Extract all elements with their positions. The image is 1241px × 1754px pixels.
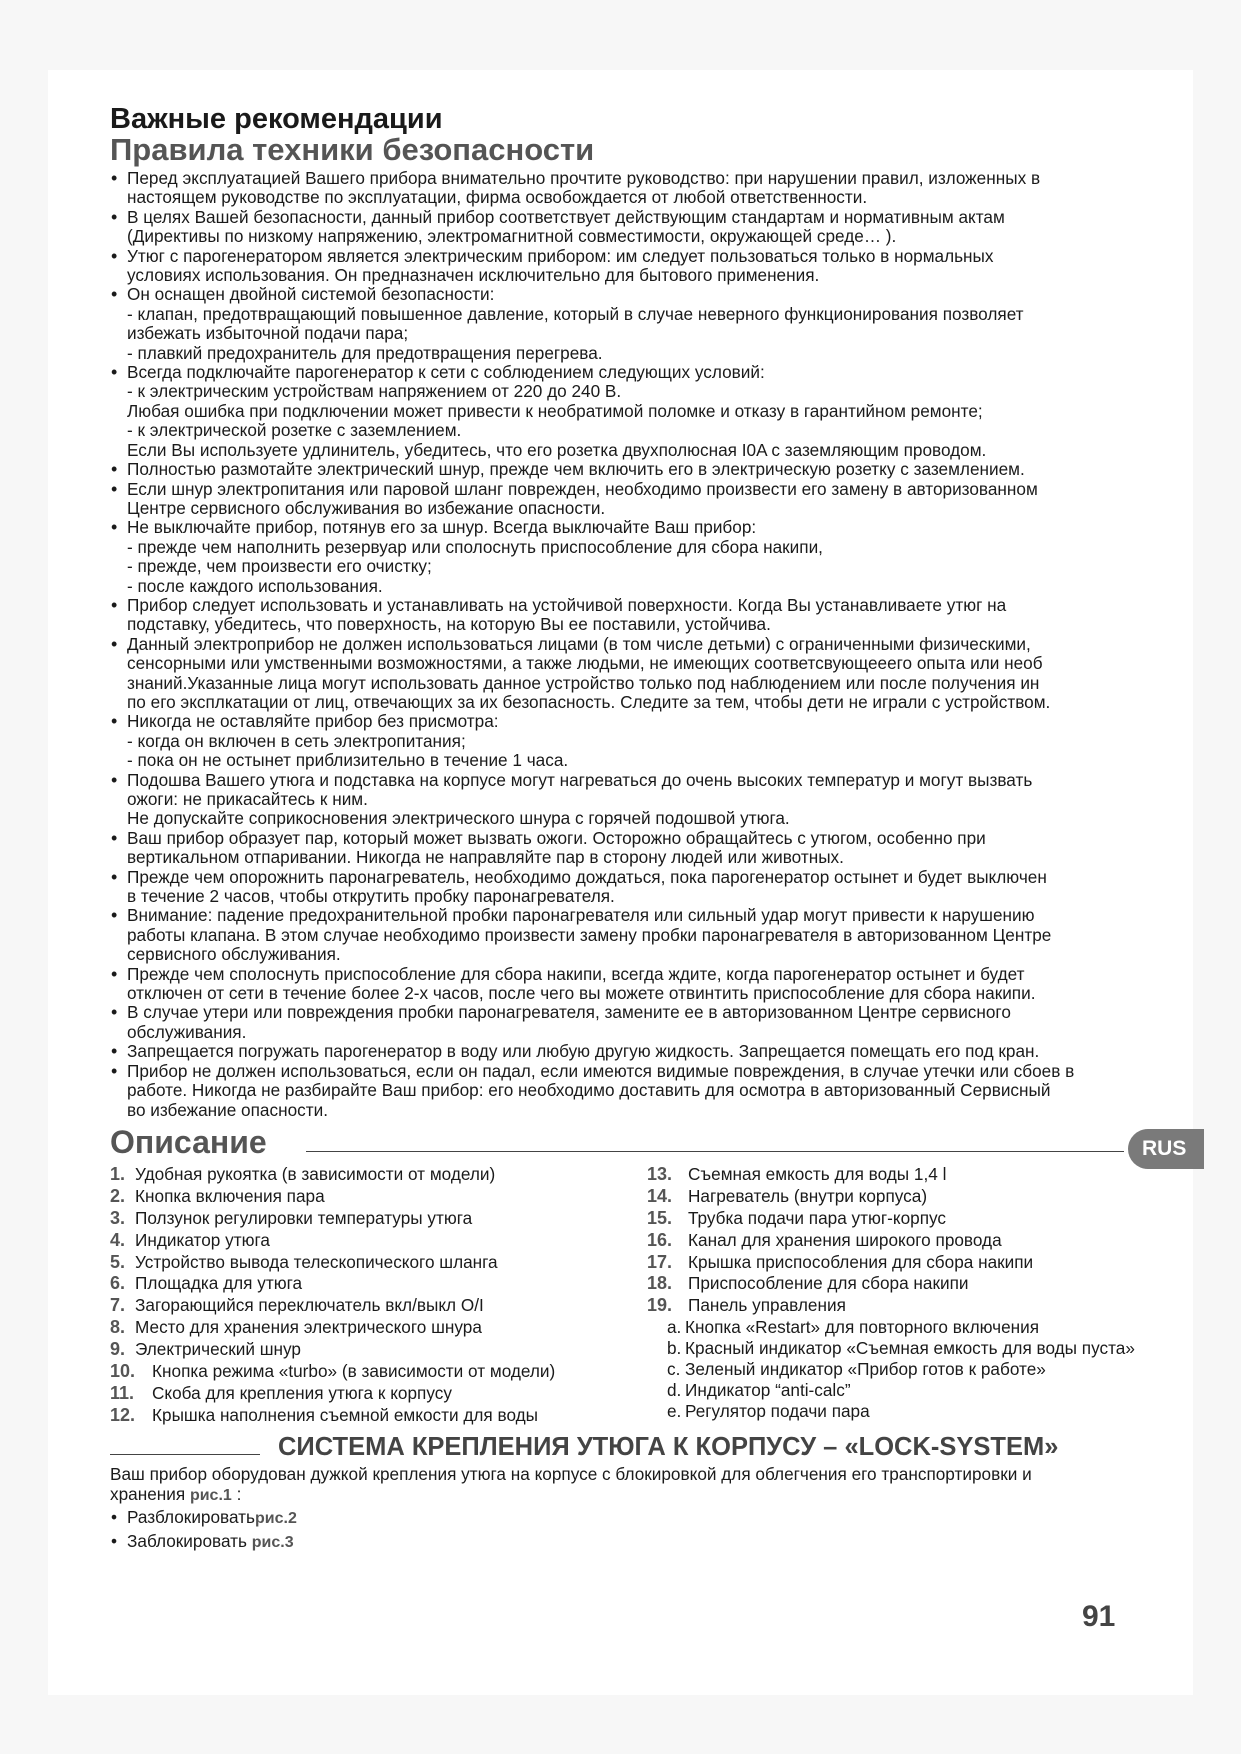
safety-item — [110, 712, 1196, 770]
safety-item-line: настоящем руководстве по эксплуатации, фирма освобождается от любой ответственности. — [127, 187, 868, 208]
description-item-text: Удобная рукоятка (в зависимости от модели) — [135, 1163, 496, 1184]
description-item — [647, 1186, 1196, 1208]
safety-item-line: • Не выключайте прибор, потянув его за шнур. Всегда выключайте Ваш прибор: — [127, 517, 757, 538]
safety-item-line: • Полностью размотайте электрический шнур, прежде чем включить его в электрическую розетку с заземлением. — [127, 459, 1025, 480]
control-panel-item-letter: c. — [667, 1359, 681, 1380]
fig-ref: рис.3 — [251, 1533, 294, 1551]
lock-system-bullet — [110, 1530, 1196, 1554]
description-item-text: Кнопка включения пара — [135, 1185, 325, 1206]
description-item — [110, 1208, 650, 1230]
description-item-text: Место для хранения электрического шнура — [135, 1317, 482, 1338]
control-panel-item — [647, 1380, 1196, 1401]
safety-item-line: во избежание опасности. — [127, 1099, 328, 1120]
description-item-text: Съемная емкость для воды 1,4 l — [688, 1163, 947, 1184]
safety-item — [110, 480, 1196, 519]
description-item-number: 12. — [110, 1404, 136, 1425]
safety-list — [110, 169, 1196, 1120]
safety-item-line: сервисного обслуживания. — [127, 944, 341, 965]
description-item-number: 3. — [110, 1207, 126, 1228]
description-item-number: 10. — [110, 1361, 136, 1382]
description-item-number: 11. — [110, 1382, 135, 1403]
description-item-text: Трубка подачи пара утюг-корпус — [688, 1207, 947, 1228]
description-left-column — [110, 1164, 650, 1427]
description-header — [110, 1124, 1196, 1160]
description-item — [110, 1273, 650, 1295]
description-item-number: 8. — [110, 1317, 126, 1338]
safety-item — [110, 965, 1196, 1004]
safety-item — [110, 771, 1196, 829]
safety-item-line: - плавкий предохранитель для предотвращения перегрева. — [127, 342, 603, 363]
lock-system-line-2 — [110, 1484, 1196, 1506]
control-panel-item-text: Зеленый индикатор «Прибор готов к работе» — [685, 1359, 1046, 1380]
safety-item-line: - к электрической розетке с заземлением. — [127, 420, 462, 441]
safety-item-line: • Данный электроприбор не должен использоваться лицами (в том числе детьми) с ограниченными физическими, — [127, 633, 1031, 654]
control-panel-item — [647, 1338, 1196, 1359]
heading: Важные рекомендации — [110, 104, 443, 135]
description-item — [647, 1273, 1196, 1295]
description-item — [110, 1405, 650, 1427]
description-item-number: 17. — [647, 1251, 673, 1272]
description-item-text: Крышка наполнения съемной емкости для воды — [152, 1404, 539, 1425]
description-item-number: 4. — [110, 1229, 126, 1250]
safety-item — [110, 906, 1196, 964]
description-item — [110, 1317, 650, 1339]
safety-item — [110, 868, 1196, 907]
safety-item-line: Если Вы используете удлинитель, убедитесь, что его розетка двухполюсная I0A с заземляющим проводом. — [127, 439, 987, 460]
lock-line2-prefix: хранения — [110, 1483, 190, 1504]
safety-item-line: вертикальном отпаривании. Никогда не направляйте пар в сторону людей или животных. — [127, 847, 844, 868]
safety-item-line: (Директивы по низкому напряжению, электромагнитной совместимости, окружающей среде… ). — [127, 226, 897, 247]
safety-item-line: - прежде чем наполнить резервуар или сполоснуть приспособление для сбора накипи, — [127, 536, 823, 557]
safety-item-line: ожоги: не прикасайтесь к ним. — [127, 789, 368, 809]
description-item — [647, 1295, 1196, 1317]
safety-item-line: • Он оснащен двойной системой безопасности: — [127, 284, 495, 305]
description-item — [647, 1252, 1196, 1274]
safety-item-line: • Прибор следует использовать и устанавливать на устойчивой поверхности. Когда Вы устанавливаете утюг на — [127, 594, 1007, 615]
control-panel-item-text: Красный индикатор «Съемная емкость для воды пуста» — [685, 1338, 1135, 1359]
description-item-number: 16. — [647, 1229, 673, 1250]
description-item — [110, 1295, 650, 1317]
subheading: Правила техники безопасности — [110, 132, 595, 167]
safety-item-line: Не допускайте соприкосновения электрического шнура с горячей подошвой утюга. — [127, 808, 790, 829]
page-number: 91 — [1082, 1600, 1116, 1633]
description-right-column — [647, 1164, 1196, 1422]
description-item-number: 6. — [110, 1273, 126, 1294]
description-item — [110, 1186, 650, 1208]
description-item-text: Индикатор утюга — [135, 1229, 270, 1250]
safety-item-line: избежать избыточной подачи пара; — [127, 323, 409, 344]
lock-bullet-text: Разблокировать — [127, 1506, 255, 1527]
safety-item — [110, 285, 1196, 363]
lock-line2-suffix: : — [231, 1483, 242, 1504]
description-item-text: Площадка для утюга — [135, 1273, 303, 1294]
safety-item-line: • Прибор не должен использоваться, если он падал, если имеются видимые повреждения, в случае утечки или сбоев в — [127, 1060, 1075, 1081]
description-item — [110, 1383, 650, 1405]
safety-item-line: - после каждого использования. — [127, 575, 383, 596]
description-item-number: 5. — [110, 1251, 126, 1272]
safety-item-line: • Прежде чем сполоснуть приспособление для сбора накипи, всегда ждите, когда парогенератор остынет и будет — [127, 963, 1025, 984]
safety-item — [110, 169, 1196, 208]
control-panel-item-letter: b. — [667, 1338, 682, 1359]
safety-item — [110, 247, 1196, 286]
lock-system-rule — [110, 1454, 260, 1455]
lock-system-bullet — [110, 1506, 1196, 1530]
safety-item — [110, 635, 1196, 713]
safety-item — [110, 1062, 1196, 1120]
safety-item-line: • Запрещается погружать парогенератор в воду или любую другую жидкость. Запрещается помещать его под кран. — [127, 1041, 1040, 1062]
language-badge: RUS — [1128, 1129, 1204, 1169]
description-list — [110, 1164, 1196, 1424]
fig-ref-1: рис.1 — [189, 1486, 232, 1504]
safety-item-line: обслуживания. — [127, 1021, 247, 1042]
control-panel-item-letter: d. — [667, 1380, 682, 1401]
description-item-number: 13. — [647, 1163, 673, 1184]
lock-system-text — [110, 1464, 1196, 1506]
description-item-text: Загорающийся переключатель вкл/выкл O/I — [135, 1295, 484, 1316]
safety-item-line: - когда он включен в сеть электропитания; — [127, 730, 466, 751]
description-item — [647, 1164, 1196, 1186]
description-item-text: Скоба для крепления утюга к корпусу — [152, 1382, 452, 1403]
description-item-text: Приспособление для сбора накипи — [688, 1273, 969, 1294]
safety-item-line: • Прежде чем опорожнить паронагреватель, необходимо дождаться, пока парогенератор остынет и будет выключен — [127, 866, 1047, 887]
lock-bullet-text: Заблокировать — [127, 1530, 252, 1551]
safety-item-line: • Подошва Вашего утюга и подставка на корпусе могут нагреваться до очень высоких температур и могут вызвать — [127, 769, 1033, 790]
safety-item — [110, 363, 1196, 460]
safety-item-line: работе. Никогда не разбирайте Ваш прибор: его необходимо доставить для осмотра в авторизованный Сервисный — [127, 1080, 1051, 1101]
control-panel-item — [647, 1359, 1196, 1380]
safety-item-line: Центре сервисного обслуживания во избежание опасности. — [127, 497, 606, 518]
lock-system-bullets — [110, 1506, 1196, 1554]
safety-item-line: • Никогда не оставляйте прибор без присмотра: — [127, 711, 499, 732]
description-item — [110, 1339, 650, 1361]
safety-item-line: • Если шнур электропитания или паровой шланг поврежден, необходимо произвести его замену в авторизованном — [127, 478, 1038, 499]
description-item — [647, 1208, 1196, 1230]
safety-item-line: сенсорными или умственными возможностями, а также людьми, не имеющих соответсвующееего опыта или необ — [127, 653, 1043, 674]
description-item-text: Устройство вывода телескопического шланга — [135, 1251, 498, 1272]
description-item-number: 18. — [647, 1273, 673, 1294]
description-item-text: Крышка приспособления для сбора накипи — [688, 1251, 1034, 1272]
description-item-number: 19. — [647, 1295, 673, 1316]
safety-item-line: отключен от сети в течение более 2-х часов, после чего вы можете отвинтить приспособление для сбора накипи. — [127, 983, 1036, 1004]
control-panel-item-text: Кнопка «Restart» для повторного включения — [685, 1317, 1040, 1338]
control-panel-item-text: Регулятор подачи пара — [685, 1401, 870, 1422]
safety-item-line: • В случае утери или повреждения пробки паронагревателя, замените ее в авторизованном Центре сервисного — [127, 1002, 1011, 1023]
lock-system-header — [110, 1430, 1196, 1464]
safety-item-line: - пока он не остынет приблизительно в течение 1 часа. — [127, 750, 569, 771]
control-panel-item-text: Индикатор “anti-calc” — [685, 1380, 851, 1401]
description-item-number: 1. — [110, 1163, 126, 1184]
safety-item-line: - клапан, предотвращающий повышенное давление, который в случае неверного функционирования позволяет — [127, 303, 1024, 324]
lock-system-title: СИСТЕМА КРЕПЛЕНИЯ УТЮГА К КОРПУСУ – «LOCK-SYSTEM» — [278, 1432, 1059, 1461]
control-panel-item — [647, 1317, 1196, 1338]
safety-item — [110, 208, 1196, 247]
description-item-number: 7. — [110, 1295, 126, 1316]
description-item-text: Канал для хранения широкого провода — [688, 1229, 1002, 1250]
description-item-text: Электрический шнур — [135, 1339, 301, 1360]
safety-item-line: - к электрическим устройствам напряжением от 220 до 240 В. — [127, 381, 622, 402]
safety-item — [110, 518, 1196, 596]
lock-system-line-1: Ваш прибор оборудован дужкой крепления утюга на корпусе с блокировкой для облегчения его транспортировки и — [110, 1463, 1032, 1484]
safety-item-line: • Перед эксплуатацией Вашего прибора внимательно прочтите руководство: при нарушении правил, изложенных в — [127, 168, 1041, 188]
safety-item-line: • В целях Вашей безопасности, данный прибор соответствует действующим стандартам и нормативным актам — [127, 206, 1005, 227]
safety-item — [110, 596, 1196, 635]
page-content — [110, 104, 1196, 1554]
description-title: Описание — [110, 1123, 267, 1160]
safety-item-line: - прежде, чем произвести его очистку; — [127, 556, 432, 577]
description-item-text: Кнопка режима «turbo» (в зависимости от модели) — [152, 1361, 556, 1382]
safety-item — [110, 1003, 1196, 1042]
description-item-number: 14. — [647, 1185, 673, 1206]
safety-item — [110, 829, 1196, 868]
safety-item — [110, 1042, 1196, 1061]
safety-item-line: • Ваш прибор образует пар, который может вызвать ожоги. Осторожно обращайтесь с утюгом, особенно при — [127, 827, 986, 848]
safety-item-line: • Внимание: падение предохранительной пробки паронагревателя или сильный удар могут привести к нарушению — [127, 905, 1035, 926]
safety-item-line: подставку, убедитесь, что поверхность, на которую Вы ее поставили, устойчива. — [127, 614, 771, 635]
description-item — [110, 1252, 650, 1274]
safety-item-line: по его эксплкатации от лиц, отвечающих за их безопасность. Следите за тем, чтобы дети не играли с устройством. — [127, 691, 1051, 712]
control-panel-item-letter: e. — [667, 1401, 682, 1422]
description-item-number: 9. — [110, 1339, 126, 1360]
description-item — [110, 1230, 650, 1252]
safety-item-line: • Утюг с парогенератором является электрическим прибором: им следует пользоваться только в нормальных — [127, 245, 994, 266]
description-item — [647, 1230, 1196, 1252]
safety-item-line: • Всегда подключайте парогенератор к сети с соблюдением следующих условий: — [127, 362, 765, 383]
safety-item-line: условиях использования. Он предназначен исключительно для бытового применения. — [127, 265, 820, 286]
description-item — [110, 1361, 650, 1383]
safety-item — [110, 460, 1196, 479]
safety-item-line: в течение 2 часов, чтобы открутить пробку паронагревателя. — [127, 886, 615, 907]
description-item-number: 2. — [110, 1185, 126, 1206]
safety-item-line: знаний.Указанные лица могут использовать данное устройство только под наблюдением или после получения ин — [127, 672, 1040, 693]
fig-ref: рис.2 — [254, 1509, 297, 1527]
safety-item-line: Любая ошибка при подключении может привести к необратимой поломке и отказу в гарантийном ремонте; — [127, 400, 983, 421]
description-item-number: 15. — [647, 1207, 673, 1228]
safety-item-line: работы клапана. В этом случае необходимо произвести замену пробки паронагревателя в авторизованном Центре — [127, 924, 1052, 945]
description-rule — [306, 1151, 1124, 1152]
control-panel-item — [647, 1401, 1196, 1422]
description-item-text: Ползунок регулировки температуры утюга — [135, 1207, 473, 1228]
description-item-text: Нагреватель (внутри корпуса) — [688, 1185, 928, 1206]
description-item — [110, 1164, 650, 1186]
control-panel-item-letter: a. — [667, 1317, 682, 1338]
description-item-text: Панель управления — [688, 1295, 846, 1316]
